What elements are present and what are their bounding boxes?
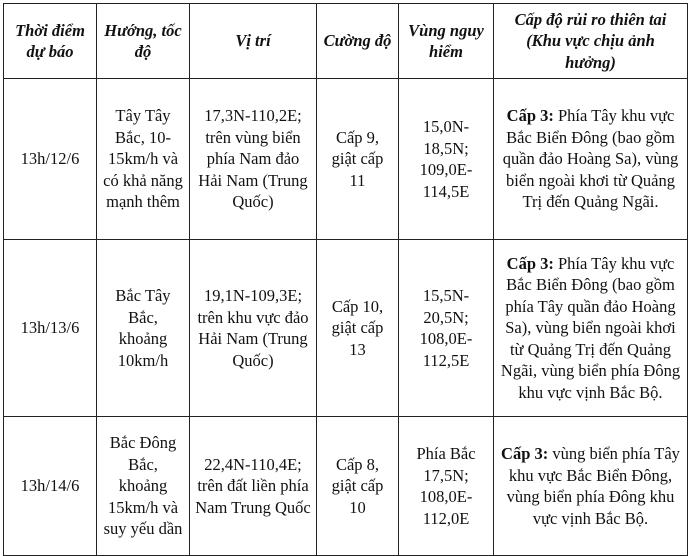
cell-position: 22,4N-110,4E; trên đất liền phía Nam Trung Quốc [190, 417, 317, 556]
cell-intensity: Cấp 8, giật cấp 10 [317, 417, 399, 556]
risk-level-label: Cấp 3: [501, 444, 549, 463]
cell-direction-speed: Tây Tây Bắc, 10-15km/h và có khả năng mạnh thêm [97, 79, 190, 240]
table-row [4, 240, 688, 417]
cell-direction-speed: Bắc Đông Bắc, khoảng 15km/h và suy yếu dần [97, 417, 190, 556]
cell-time: 13h/12/6 [4, 79, 97, 240]
table-row [4, 417, 688, 556]
cell-danger-zone: Phía Bắc 17,5N; 108,0E-112,0E [399, 417, 494, 556]
header-direction-speed: Hướng, tốc độ [97, 4, 190, 79]
risk-level-label: Cấp 3: [506, 253, 554, 273]
header-risk-level: Cấp độ rủi ro thiên tai (Khu vực chịu ảnh hưởng) [494, 4, 688, 79]
header-row [4, 4, 688, 79]
table-row [4, 79, 688, 240]
risk-level-label: Cấp 3: [506, 106, 554, 126]
storm-forecast-table [3, 3, 688, 556]
cell-intensity: Cấp 9, giật cấp 11 [317, 79, 399, 240]
risk-area-text: vùng biển phía Tây khu vực Bắc Biển Đông, vùng biển phía Đông khu vực vịnh Bắc Bộ. [506, 444, 680, 528]
header-time: Thời điểm dự báo [4, 4, 97, 79]
cell-position: 17,3N-110,2E; trên vùng biển phía Nam đảo Hải Nam (Trung Quốc) [190, 79, 317, 240]
cell-time: 13h/13/6 [4, 240, 97, 417]
header-position: Vị trí [190, 4, 317, 79]
header-intensity: Cường độ [317, 4, 399, 79]
cell-time: 13h/14/6 [4, 417, 97, 556]
cell-risk [494, 79, 688, 240]
risk-area-text: Phía Tây khu vực Bắc Biển Đông (bao gồm phía Tây quần đảo Hoàng Sa), vùng biển ngoài khơi từ Quảng Trị đến Quảng Ngãi, vùng biển phía Đông khu vực vịnh Bắc Bộ. [500, 253, 681, 402]
cell-position: 19,1N-109,3E; trên khu vực đảo Hải Nam (Trung Quốc) [190, 240, 317, 417]
cell-danger-zone: 15,0N-18,5N; 109,0E-114,5E [399, 79, 494, 240]
cell-risk [494, 240, 688, 417]
cell-direction-speed: Bắc Tây Bắc, khoảng 10km/h [97, 240, 190, 417]
cell-intensity: Cấp 10, giật cấp 13 [317, 240, 399, 417]
risk-area-text: Phía Tây khu vực Bắc Biển Đông (bao gồm quần đảo Hoàng Sa), vùng biển ngoài khơi từ Quảng Trị đến Quảng Ngãi. [502, 106, 679, 212]
header-danger-zone: Vùng nguy hiểm [399, 4, 494, 79]
cell-risk [494, 417, 688, 556]
cell-danger-zone: 15,5N-20,5N; 108,0E-112,5E [399, 240, 494, 417]
